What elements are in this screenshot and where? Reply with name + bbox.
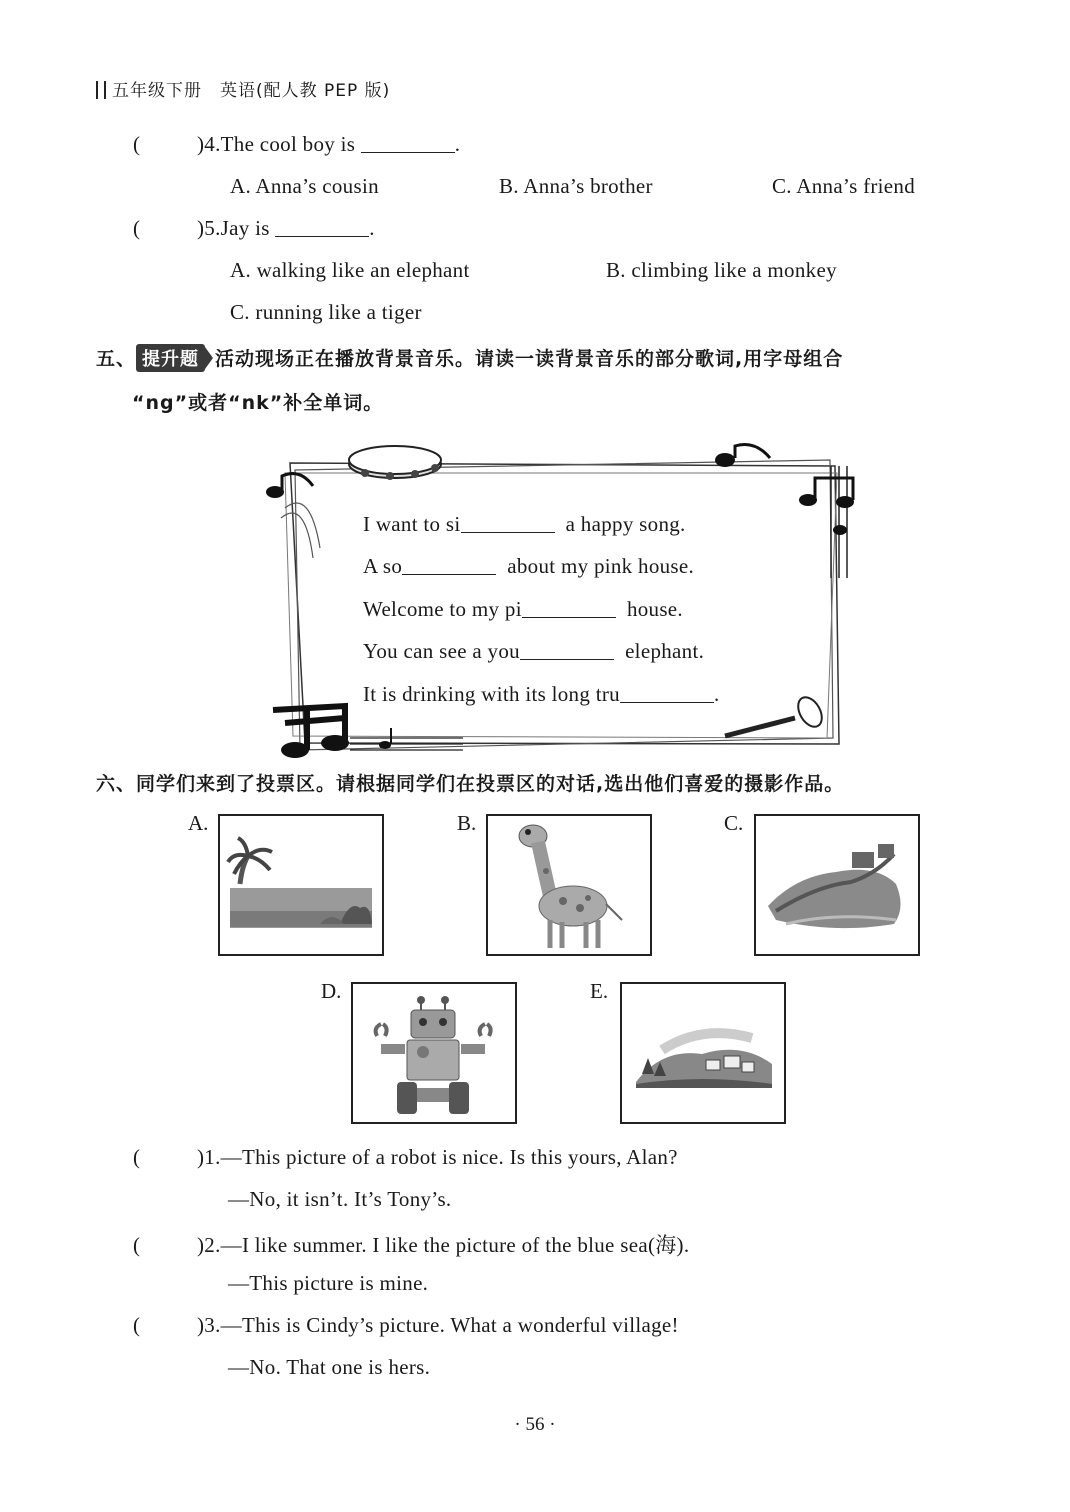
- option-c[interactable]: C. running like a tiger: [230, 300, 422, 324]
- question-end: .: [369, 216, 375, 240]
- option-b[interactable]: B. climbing like a monkey: [606, 258, 837, 282]
- picture-label-e: E.: [590, 979, 609, 1003]
- page-number: · 56 ·: [514, 1414, 556, 1435]
- lyric-line-4: [363, 639, 704, 664]
- music-staff-icon: [799, 466, 854, 578]
- picture-d[interactable]: [351, 982, 517, 1124]
- tag-arrow-icon: [205, 347, 213, 369]
- lyric-text: house.: [626, 597, 683, 621]
- lyric-line-5: [363, 682, 720, 707]
- picture-e[interactable]: [620, 982, 786, 1124]
- dialogue-3-reply: —No. That one is hers.: [228, 1355, 431, 1379]
- answer-paren[interactable]: (: [133, 1233, 141, 1257]
- option-c[interactable]: C. Anna’s friend: [772, 174, 916, 198]
- option-a[interactable]: A. Anna’s cousin: [230, 174, 379, 198]
- question-5: [133, 216, 375, 241]
- lyric-text: I want to si: [363, 512, 461, 536]
- lyric-text: about my pink house.: [507, 554, 695, 578]
- dialogue-line: —I like summer. I like the picture of the blue sea(海).: [220, 1233, 690, 1257]
- village-icon: [622, 984, 784, 1122]
- beamed-notes-icon: [273, 706, 463, 758]
- lyric-blank[interactable]: [522, 599, 616, 618]
- robot-icon: [353, 984, 515, 1122]
- answer-paren[interactable]: (: [133, 216, 141, 240]
- section-instruction: 活动现场正在播放背景音乐。请读一读背景音乐的部分歌词,用字母组合: [215, 348, 844, 370]
- answer-paren[interactable]: (: [133, 1313, 141, 1337]
- answer-paren[interactable]: (: [133, 132, 141, 156]
- tambourine-icon: [349, 446, 441, 480]
- section-5-title: [96, 344, 843, 372]
- lyric-line-2: [363, 554, 694, 579]
- section-number: 五、: [96, 348, 137, 370]
- answer-paren[interactable]: (: [133, 1145, 141, 1169]
- music-note-icon: [715, 445, 770, 468]
- page-header: [96, 76, 390, 101]
- question-number: )5.: [197, 216, 221, 240]
- lyric-blank[interactable]: [620, 684, 714, 703]
- question-end: .: [454, 132, 461, 156]
- lyric-blank[interactable]: [461, 514, 555, 533]
- option-b[interactable]: B. Anna’s brother: [499, 174, 653, 198]
- picture-label-c: C.: [724, 811, 744, 835]
- question-stem: Jay is: [220, 216, 270, 240]
- section-5-instruction-line2: “ng”或者“nk”补全单词。: [132, 392, 384, 414]
- lyric-line-1: [363, 512, 686, 537]
- option-a[interactable]: A. walking like an elephant: [230, 258, 470, 282]
- question-number: )3.: [197, 1313, 221, 1337]
- lyric-text: elephant.: [625, 639, 705, 663]
- answer-blank[interactable]: [275, 218, 369, 237]
- beach-palm-icon: [220, 816, 382, 954]
- lyric-line-3: [363, 597, 683, 622]
- horn-icon: [725, 693, 827, 736]
- difficulty-tag: 提升题: [136, 344, 205, 372]
- header-bars: [96, 81, 106, 99]
- great-wall-icon: [756, 816, 918, 954]
- lyric-text: Welcome to my pi: [363, 597, 522, 621]
- dialogue-1-reply: —No, it isn’t. It’s Tony’s.: [228, 1187, 452, 1211]
- section-6-title: 六、同学们来到了投票区。请根据同学们在投票区的对话,选出他们喜爱的摄影作品。: [96, 773, 845, 795]
- dialogue-2: [133, 1229, 689, 1259]
- dialogue-line: —This is Cindy’s picture. What a wonderful village!: [220, 1313, 679, 1337]
- lyric-text: You can see a you: [363, 639, 520, 663]
- question-stem: The cool boy is: [220, 132, 356, 156]
- picture-b[interactable]: [486, 814, 652, 956]
- picture-label-d: D.: [321, 979, 342, 1003]
- lyric-text: A so: [363, 554, 403, 578]
- lyric-text: It is drinking with its long tru: [363, 682, 620, 706]
- picture-label-a: A.: [188, 811, 209, 835]
- question-4: [133, 132, 460, 157]
- picture-label-b: B.: [457, 811, 477, 835]
- header-text: 五年级下册 英语(配人教 PEP 版): [112, 81, 391, 101]
- dialogue-line: —This picture of a robot is nice. Is this yours, Alan?: [220, 1145, 678, 1169]
- picture-c[interactable]: [754, 814, 920, 956]
- answer-blank[interactable]: [361, 134, 455, 153]
- lyric-blank[interactable]: [402, 556, 496, 575]
- question-number: )1.: [197, 1145, 221, 1169]
- dialogue-1: [133, 1145, 678, 1170]
- dialogue-3: [133, 1313, 679, 1338]
- dialogue-2-reply: —This picture is mine.: [228, 1271, 429, 1295]
- lyric-text: a happy song.: [565, 512, 686, 536]
- picture-a[interactable]: [218, 814, 384, 956]
- question-number: )4.: [197, 132, 221, 156]
- giraffe-icon: [488, 816, 650, 954]
- question-number: )2.: [197, 1233, 221, 1257]
- lyric-text: .: [713, 682, 720, 706]
- lyric-blank[interactable]: [520, 641, 614, 660]
